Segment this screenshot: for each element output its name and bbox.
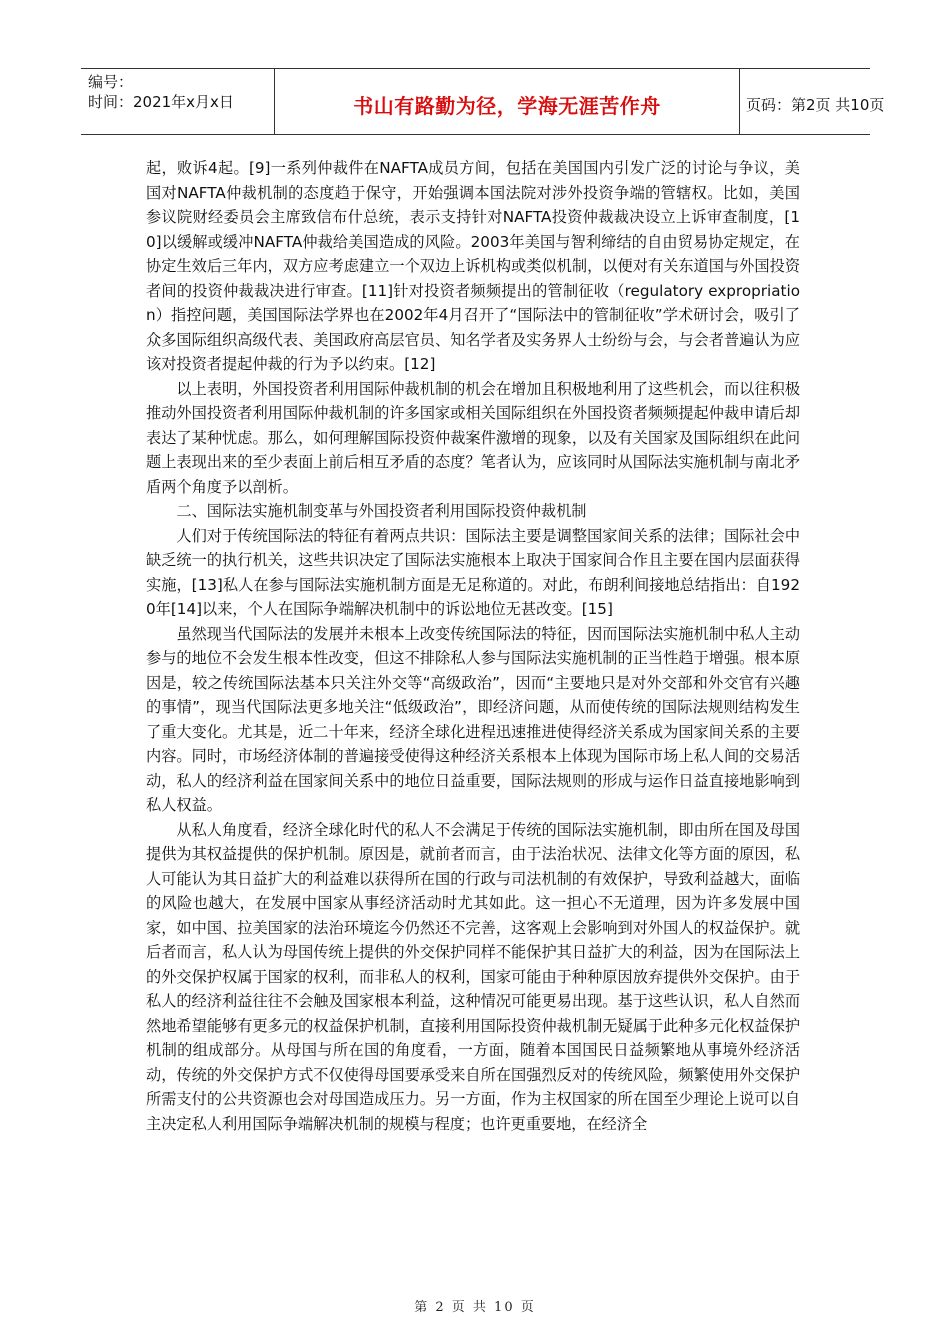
- page-header: [81, 68, 885, 135]
- section-heading: 二、国际法实施机制变革与外国投资者利用国际投资仲裁机制: [176, 502, 587, 520]
- header-motto: 书山有路勤为径，学海无涯苦作舟: [274, 69, 740, 134]
- paragraph: 虽然现当代国际法的发展并未根本上改变传统国际法的特征，因而国际法实施机制中私人主动参与的地位不会发生根本性改变，但这不排除私人参与国际法实施机制的正当性趋于增强。根本原因是，较之传统国际法基本只关注外交等“高级政治”，因而“主要地只是对外交部和外交官有兴趣的事情”，现当代国际法更多地关注“低级政治”，即经济问题，从而使传统的国际法规则结构发生了重大变化。尤其是，近二十年来，经济全球化进程迅速推进使得经济关系成为国家间关系的主要内容。同时，市场经济体制的普遍接受使得这种经济关系根本上体现为国际市场上私人间的交易活动，私人的经济利益在国家间关系中的地位日益重要，国际法规则的形成与运作日益直接地影响到私人权益。: [146, 624, 800, 814]
- header-page-number: 页码：第2页 共10页: [746, 96, 885, 114]
- paragraph-continuation: 起，败诉4起。[9]一系列仲裁件在NAFTA成员方间，包括在美国国内引发广泛的讨论与争议，美国对NAFTA仲裁机制的态度趋于保守，开始强调本国法院对涉外投资争端的管辖权。比如，美国参议院财经委员会主席致信布什总统，表示支持针对NAFTA投资仲裁裁决设立上诉审查制度，[10]以缓解或缓冲NAFTA仲裁给美国造成的风险。2003年美国与智利缔结的自由贸易协定规定，在协定生效后三年内，双方应考虑建立一个双边上诉机构或类似机制，以便对有关东道国与外国投资者间的投资仲裁裁决进行审查。[11]针对投资者频频提出的管制征收（regulatory expropriation）指控问题，美国国际法学界也在2002年4月召开了“国际法中的管制征收”学术研讨会，吸引了众多国际组织高级代表、美国政府高层官员、知名学者及实务界人士纷纷与会，与会者普遍认为应该对投资者提起仲裁的行为予以约束。[12]: [146, 159, 800, 373]
- paragraph: 从私人角度看，经济全球化时代的私人不会满足于传统的国际法实施机制，即由所在国及母国提供为其权益提供的保护机制。原因是，就前者而言，由于法治状况、法律文化等方面的原因，私人可能认为其日益扩大的利益难以获得所在国的行政与司法机制的有效保护，导致利益越大，面临的风险也越大，在发展中国家从事经济活动时尤其如此。这一担心不无道理，因为许多发展中国家，如中国、拉美国家的法治环境迄今仍然还不完善，这客观上会影响到对外国人的权益保护。就后者而言，私人认为母国传统上提供的外交保护同样不能保护其日益扩大的利益，因为在国际法上的外交保护权属于国家的权利，而非私人的权利，国家可能由于种种原因放弃提供外交保护。由于私人的经济利益往往不会触及国家根本利益，这种情况可能更易出现。基于这些认识，私人自然而然地希望能够有更多元的权益保护机制，直接利用国际投资仲裁机制无疑属于此种多元化权益保护机制的组成部分。从母国与所在国的角度看，一方面，随着本国国民日益频繁地从事境外经济活动，传统的外交保护方式不仅使得母国要承受来自所在国强烈反对的传统风险，频繁使用外交保护所需支付的公共资源也会对母国造成压力。另一方面，作为主权国家的所在国至少理论上说可以自主决定私人利用国际争端解决机制的规模与程度；也许更重要地，在经济全: [146, 820, 800, 1133]
- document-time-label: 时间：2021年x月x日: [88, 93, 234, 111]
- paragraph: 人们对于传统国际法的特征有着两点共识：国际法主要是调整国家间关系的法律；国际社会中缺乏统一的执行机关，这些共识决定了国际法实施根本上取决于国家间合作且主要在国内层面获得实施，[13]私人在参与国际法实施机制方面是无足称道的。对此，布朗利间接地总结指出：自1920年[14]以来，个人在国际争端解决机制中的诉讼地位无甚改变。[15]: [146, 526, 800, 618]
- page-footer: 第 2 页 共 10 页: [414, 1300, 536, 1315]
- paragraph: 以上表明，外国投资者利用国际仲裁机制的机会在增加且积极地利用了这些机会，而以往积极推动外国投资者利用国际仲裁机制的许多国家或相关国际组织在外国投资者频频提起仲裁申请后却表达了某种忧虑。那么，如何理解国际投资仲裁案件激增的现象，以及有关国家及国际组织在此问题上表现出来的至少表面上前后相互矛盾的态度？笔者认为，应该同时从国际法实施机制与南北矛盾两个角度予以剖析。: [146, 379, 800, 496]
- document-number-label: 编号：: [88, 73, 134, 91]
- document-body: [146, 156, 800, 1136]
- header-meta: [81, 69, 274, 134]
